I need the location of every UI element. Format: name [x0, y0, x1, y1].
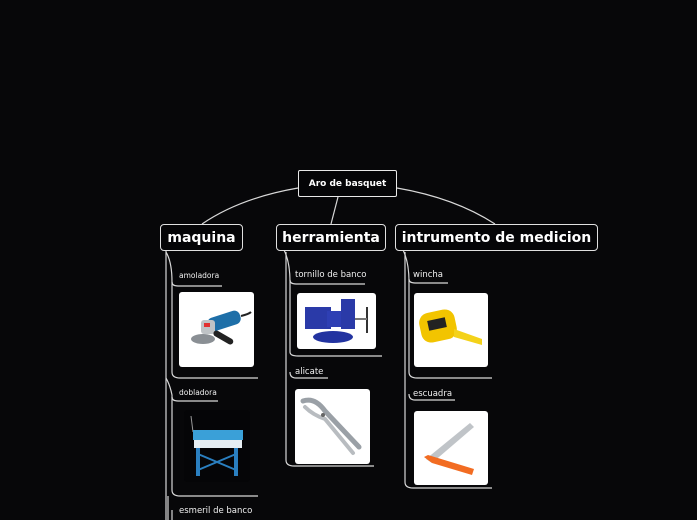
subtopic-amoladora[interactable]: amoladora — [179, 271, 220, 280]
angle-grinder-image — [179, 292, 254, 367]
root-topic[interactable] — [298, 170, 397, 197]
topic-herramienta[interactable] — [276, 224, 386, 251]
subtopic-esmeril-de-banco[interactable]: esmeril de banco — [179, 506, 253, 516]
tape-measure-image — [414, 293, 488, 367]
topic-maquina[interactable] — [160, 224, 243, 251]
topic-label: maquina — [167, 229, 236, 246]
topic-intrumento-de-medicion[interactable] — [395, 224, 598, 251]
sheet-bender-image — [184, 410, 250, 482]
subtopic-alicate[interactable]: alicate — [295, 367, 324, 377]
square-ruler-image — [414, 411, 488, 485]
root-topic-label: Aro de basquet — [308, 178, 387, 189]
subtopic-escuadra[interactable]: escuadra — [413, 389, 453, 399]
subtopic-wincha[interactable]: wincha — [413, 270, 443, 280]
subtopic-tornillo-de-banco[interactable]: tornillo de banco — [295, 270, 367, 280]
subtopic-dobladora[interactable]: dobladora — [179, 388, 217, 397]
topic-label: herramienta — [282, 229, 380, 246]
topic-label: intrumento de medicion — [401, 229, 592, 246]
locking-pliers-image — [295, 389, 370, 464]
bench-vise-image — [297, 293, 376, 349]
